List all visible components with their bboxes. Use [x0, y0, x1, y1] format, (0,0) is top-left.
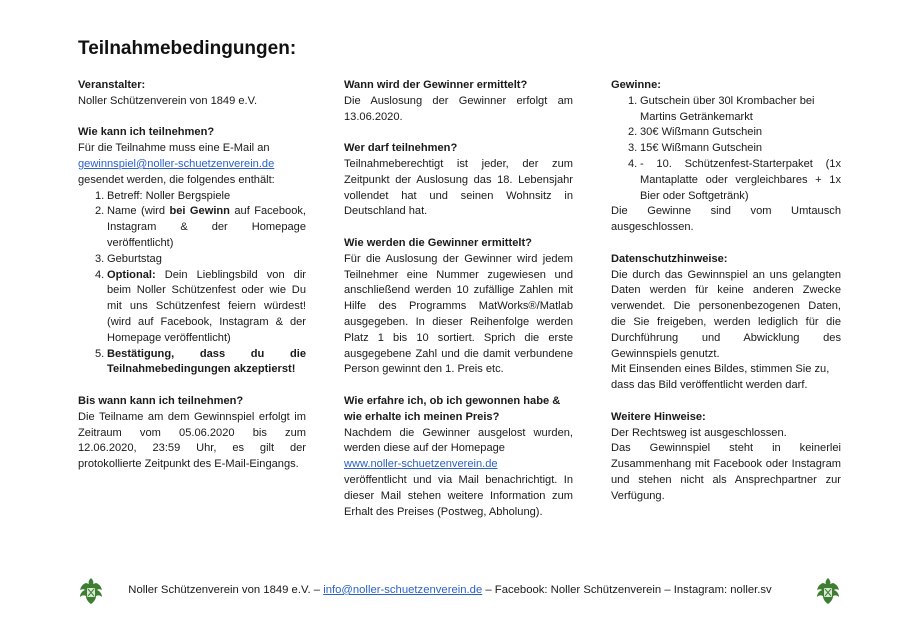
further-text-2: Das Gewinnspiel steht in keinerlei Zusammenhang mit Facebook oder Instagram und stehen nicht als Ansprechpartner zur Verfügung. [611, 442, 841, 502]
when-heading: Wann wird der Gewinner ermittelt? [344, 79, 528, 91]
organizer-text: Noller Schützenverein von 1849 e.V. [78, 94, 258, 107]
further-heading: Weitere Hinweise: [611, 410, 706, 423]
notify-heading: Wie erfahre ich, ob ich gewonnen habe & wie erhalte ich meinen Preis? [344, 394, 561, 423]
section-further-notes [611, 410, 841, 505]
until-heading: Bis wann kann ich teilnehmen? [78, 394, 244, 407]
section-who-may-participate [344, 141, 573, 220]
how-text-1: Für die Teilnahme muss eine E-Mail an [78, 142, 270, 155]
notify-text-2: veröffentlicht und via Mail benachrichtigt. In dieser Mail stehen weitere Information zum Erhalt des Preises (Postweg, Abholung). [344, 473, 573, 518]
who-text: Teilnahmeberechtigt ist jeder, der zum Zeitpunkt der Auslosung das 18. Lebensjahr vollendet hat und seinen Wohnsitz in Deutschland hat. [344, 157, 573, 218]
privacy-text-1: Die durch das Gewinnspiel an uns gelangten Daten werden für keine anderen Zwecke verwendet. Die personenbezogenen Daten, die Sie freigeben, werden lediglich für die Durchführung und Abwicklung des Gewinnspiels genutzt. [611, 268, 841, 360]
list-item-text: - 10. Schützenfest-Starterpaket (1x Mantaplatte oder vergleichbares + 1x Bier oder Softgetränk) [640, 157, 841, 202]
further-text-1: Der Rechtsweg ist ausgeschlossen. [611, 426, 787, 439]
list-item-bold: Bestätigung, dass du die Teilnahmebedingungen akzeptierst! [107, 347, 306, 376]
list-number: 3. [628, 142, 638, 155]
privacy-text-2: Mit Einsenden eines Bildes, stimmen Sie zu, dass das Bild veröffentlicht werden darf. [611, 363, 830, 392]
prizes-heading: Gewinne: [611, 79, 661, 91]
entry-email-link[interactable]: gewinnspiel@noller-schuetzenverein.de [78, 157, 275, 170]
list-item [78, 252, 306, 268]
prizes-list [611, 94, 841, 205]
section-organizer [78, 78, 306, 110]
list-item [78, 204, 306, 251]
when-text: Die Auslosung der Gewinner erfolgt am 13.06.2020. [344, 94, 573, 123]
section-until-when [78, 394, 306, 473]
homepage-link[interactable]: www.noller-schuetzenverein.de [344, 458, 498, 471]
who-heading: Wer darf teilnehmen? [344, 142, 458, 155]
how-text-2: gesendet werden, die folgendes enthält: [78, 173, 275, 186]
club-eagle-logo-icon [815, 576, 841, 606]
list-item-text: Gutschein über 30l Krombacher bei Martins Getränkemarkt [640, 94, 815, 123]
list-item-bold: Optional: [107, 268, 156, 281]
page-title: Teilnahmebedingungen: [78, 38, 297, 59]
footer-text-2: – Facebook: Noller Schützenverein – Instagram: noller.sv [482, 584, 772, 596]
list-number: 2. [95, 205, 105, 218]
list-item-text: Name (wird [107, 205, 170, 218]
list-item-text: Betreff: Noller Bergspiele [107, 189, 231, 202]
column-right [611, 78, 841, 520]
list-number: 2. [628, 126, 638, 139]
footer-email-link[interactable]: info@noller-schuetzenverein.de [323, 584, 483, 596]
until-text: Die Teilname am dem Gewinnspiel erfolgt im Zeitraum vom 05.06.2020 bis zum 12.06.2020, 23:59 Uhr, es gilt der protokollierte Zeitpunkt des E-Mail-Eingangs. [78, 410, 306, 471]
list-item-text: 30€ Wißmann Gutschein [640, 126, 763, 139]
list-item-text: Geburtstag [107, 252, 162, 265]
list-item [78, 347, 306, 379]
requirements-list [78, 189, 306, 379]
list-item-text: 15€ Wißmann Gutschein [640, 142, 763, 155]
list-item-text: auf Facebook, Instagram & der Homepage veröffentlicht) [107, 205, 306, 249]
list-number: 3. [95, 252, 105, 265]
list-number: 5. [95, 347, 105, 360]
list-number: 1. [628, 94, 638, 107]
list-item [611, 157, 841, 204]
list-item [611, 125, 841, 141]
list-number: 4. [95, 268, 105, 281]
privacy-heading: Datenschutzhinweise: [611, 252, 728, 265]
footer [0, 584, 900, 596]
footer-text-1: Noller Schützenverein von 1849 e.V. – [128, 584, 324, 596]
notify-text-1: Nachdem die Gewinner ausgelost wurden, werden diese auf der Homepage [344, 426, 573, 455]
how-determined-heading: Wie werden die Gewinner ermittelt? [344, 236, 532, 249]
section-when-determined [344, 78, 573, 125]
section-privacy [611, 252, 841, 394]
list-item [611, 141, 841, 157]
section-notification [344, 394, 573, 520]
list-number: 1. [95, 189, 105, 202]
section-how-to-participate [78, 125, 306, 378]
how-determined-text: Für die Auslosung der Gewinner wird jedem Teilnehmer eine Nummer zugewiesen und anschließend werden 10 zufällige Zahlen mit Hilfe des Programms MatWorks®/Matlab ausgegeben. In dieser Reihenfolge werden Platz 1 bis 10 sortiert. Sprich die erste ausgegebene Zahl und die damit verbundene Person gewinnt den 1. Preis etc. [344, 252, 573, 376]
organizer-heading: Veranstalter: [78, 79, 146, 91]
section-prizes [611, 78, 841, 236]
list-item [611, 94, 841, 126]
column-middle [344, 78, 573, 536]
list-item-bold: bei Gewinn [169, 205, 230, 218]
section-how-determined [344, 236, 573, 378]
list-item [78, 268, 306, 347]
prizes-note: Die Gewinne sind vom Umtausch ausgeschlossen. [611, 205, 841, 234]
how-heading: Wie kann ich teilnehmen? [78, 126, 215, 139]
list-item-text: Dein Lieblingsbild von dir beim Noller Schützenfest oder wie Du mit uns Schützenfest feiern würdest! (wird auf Facebook, Instagram & der Homepage veröffentlicht) [107, 268, 306, 344]
list-item [78, 189, 306, 205]
column-left [78, 78, 306, 489]
list-number: 4. [628, 157, 638, 170]
